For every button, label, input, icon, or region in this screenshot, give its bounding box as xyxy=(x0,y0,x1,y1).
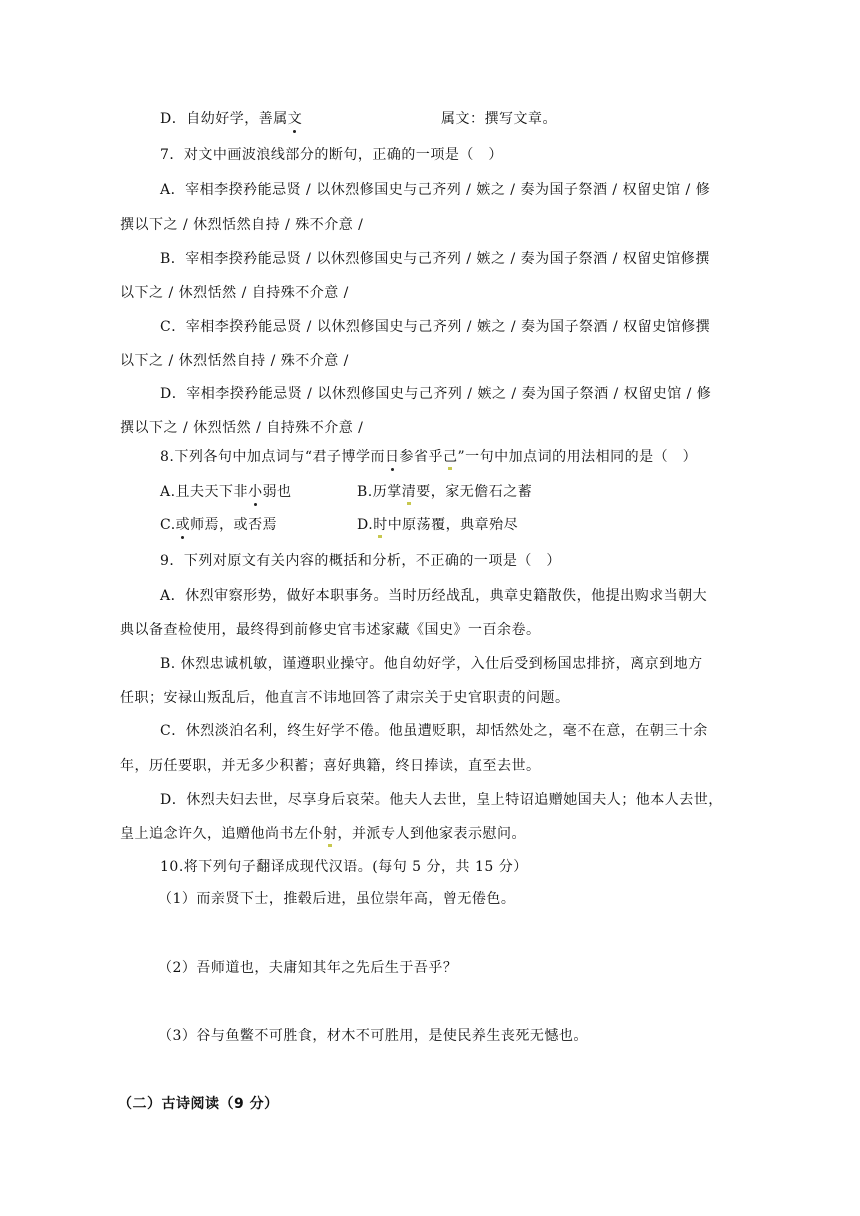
q7-option-d-line1: D．宰相李揆矜能忌贤 / 以休烈修国史与己齐列 / 嫉之 / 奏为国子祭酒 / 权留史馆 / 修 xyxy=(160,386,712,402)
q8-stem-part1: 8.下列各句中加点词与“君子博学而 xyxy=(160,449,386,465)
q7-option-b-line1: B．宰相李揆矜能忌贤 / 以休烈修国史与己齐列 / 嫉之 / 奏为国子祭酒 / 权留史馆修撰 xyxy=(160,251,710,267)
q8-option-a-pre: A.且夫天下非 xyxy=(160,484,249,500)
q9-option-c-line1: C．休烈淡泊名利，终生好学不倦。他虽遭贬职，却恬然处之，毫不在意，在朝三十余 xyxy=(160,723,708,739)
q8-option-b-post: 要，家无儋石之蓄 xyxy=(416,484,533,500)
q9-stem: 9．下列对原文有关内容的概括和分析，不正确的一项是（ ） xyxy=(160,553,561,569)
q8-option-a-dotted: 小 xyxy=(248,484,263,500)
q7-option-c-line1: C．宰相李揆矜能忌贤 / 以休烈修国史与己齐列 / 嫉之 / 奏为国子祭酒 / 权留史馆修撰 xyxy=(160,319,711,335)
q9-option-a-line1: A．休烈审察形势，做好本职事务。当时历经战乱，典章史籍散佚，他提出购求当朝大 xyxy=(160,588,708,604)
q9-option-d-line1: D．休烈夫妇去世，尽享身后哀荣。他夫人去世，皇上特诏追赠她国夫人；他本人去世， xyxy=(160,792,723,808)
q8-option-a-post: 弱也 xyxy=(262,484,292,500)
q8-option-b-pre: B.历掌 xyxy=(357,484,402,500)
q9-option-d-line2-pre: 皇上追念许久，追赠他尚书左仆 xyxy=(120,826,323,842)
q8-option-d xyxy=(357,515,518,535)
q6-option-d-dotted-char: 文 xyxy=(287,111,303,127)
q8-option-d-dotted: 时 xyxy=(373,517,388,533)
q7-option-c-line2: 以下之 / 休烈恬然自持 / 殊不介意 / xyxy=(120,353,349,369)
q7-stem: 7．对文中画波浪线部分的断句，正确的一项是（ ） xyxy=(160,147,503,163)
q7-option-b-line2: 以下之 / 休烈恬然 / 自持殊不介意 / xyxy=(120,285,349,301)
q8-option-a xyxy=(160,482,292,502)
q8-option-b-dotted: 清 xyxy=(401,484,417,500)
q8-option-c-post: 师焉，或否焉 xyxy=(190,517,278,533)
q10-sentence-2: （2）吾师道也，夫庸知其年之先后生于吾乎？ xyxy=(158,960,458,976)
q8-stem-dotted1: 日 xyxy=(385,449,400,465)
q10-stem: 10.将下列句子翻译成现代汉语。(每句 5 分，共 15 分） xyxy=(160,859,528,875)
q6-option-d xyxy=(160,109,302,129)
q7-option-a-line1: A．宰相李揆矜能忌贤 / 以休烈修国史与己齐列 / 嫉之 / 奏为国子祭酒 / 权留史馆 / 修 xyxy=(160,182,711,198)
q8-option-c-dotted: 或 xyxy=(175,517,191,533)
q8-stem xyxy=(160,447,697,467)
q8-stem-part3: ”一句中加点词的用法相同的是（ ） xyxy=(457,449,698,465)
q9-option-d-line2 xyxy=(120,824,526,844)
q10-sentence-3: （3）谷与鱼鳖不可胜食，材木不可胜用，是使民养生丧死无憾也。 xyxy=(158,1028,588,1044)
q8-option-d-post: 中原荡覆，典章殆尽 xyxy=(387,517,519,533)
q10-sentence-1: （1）而亲贤下士，推毂后进，虽位崇年高，曾无倦色。 xyxy=(158,891,516,907)
q9-option-c-line2: 年，历任要职，并无多少积蓄；喜好典籍，终日捧读，直至去世。 xyxy=(120,758,541,774)
q6-option-d-note: 属文：撰写文章。 xyxy=(441,111,557,127)
q8-option-c xyxy=(160,515,277,535)
q9-option-d-line2-dotted: 射 xyxy=(323,826,338,842)
q7-option-a-line2: 撰以下之 / 休烈恬然自持 / 殊不介意 / xyxy=(120,217,364,233)
q6-option-d-text: D．自幼好学，善属 xyxy=(160,111,288,127)
q9-option-b-line2: 任职；安禄山叛乱后，他直言不讳地回答了肃宗关于史官职责的问题。 xyxy=(120,690,570,706)
q9-option-a-line2: 典以备查检使用，最终得到前修史官韦述家藏《国史》一百余卷。 xyxy=(120,622,541,638)
q7-option-d-line2: 撰以下之 / 休烈恬然 / 自持殊不介意 / xyxy=(120,420,364,436)
q8-stem-part2: 参省乎 xyxy=(399,449,444,465)
section-heading-poetry: （二）古诗阅读（9 分） xyxy=(118,1096,279,1112)
q8-option-b xyxy=(357,482,532,502)
q8-option-c-pre: C. xyxy=(160,517,176,533)
q8-stem-dotted2: 己 xyxy=(443,449,458,465)
q8-option-d-pre: D. xyxy=(357,517,374,533)
q9-option-d-line2-post: ，并派专人到他家表示慰问。 xyxy=(337,826,526,842)
q9-option-b-line1: B. 休烈忠诚机敏，谨遵职业操守。他自幼好学，入仕后受到杨国忠排挤，离京到地方 xyxy=(160,656,703,672)
